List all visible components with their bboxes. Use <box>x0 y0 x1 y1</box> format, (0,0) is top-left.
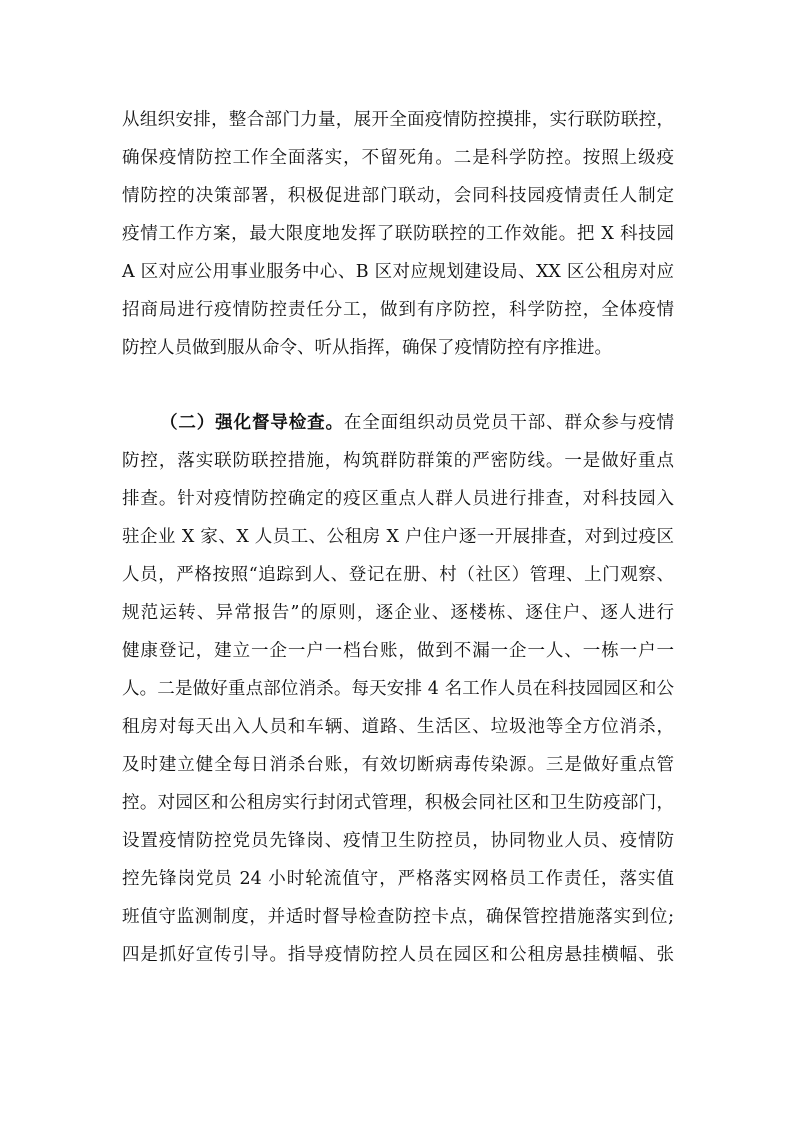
text-line: 控先锋岗党员 24 小时轮流值守，严格落实网格员工作责任，落实值 <box>122 869 674 889</box>
text-line: 驻企业 X 家、X 人员工、公租房 X 户住户逐一开展排查，对到过疫区 <box>122 527 674 547</box>
text-line: 从组织安排，整合部门力量，展开全面疫情防控摸排，实行联防联控， <box>122 110 674 130</box>
text-line: 疫情工作方案，最大限度地发挥了联防联控的工作效能。把 X 科技园 <box>122 224 674 244</box>
text-line: 招商局进行疫情防控责任分工，做到有序防控，科学防控，全体疫情 <box>122 300 674 320</box>
text-line: 确保疫情防控工作全面落实，不留死角。二是科学防控。按照上级疫 <box>122 148 674 168</box>
text-line: 情防控的决策部署，积极促进部门联动，会同科技园疫情责任人制定 <box>122 186 674 206</box>
text-line: 防控，落实联防联控措施，构筑群防群策的严密防线。一是做好重点 <box>122 451 674 471</box>
text-line <box>122 411 674 435</box>
text-line: 班值守监测制度，并适时督导检查防控卡点，确保管控措施落实到位; <box>122 907 674 927</box>
text-line: 人。二是做好重点部位消杀。每天安排 4 名工作人员在科技园园区和公 <box>122 679 674 699</box>
text-line: 健康登记，建立一企一户一档台账，做到不漏一企一人、一栋一户一 <box>122 641 674 661</box>
text-line: 设置疫情防控党员先锋岗、疫情卫生防控员，协同物业人员、疫情防 <box>122 831 674 851</box>
text-line: 四是抓好宣传引导。指导疫情防控人员在园区和公租房悬挂横幅、张 <box>122 945 674 965</box>
text-line: A 区对应公用事业服务中心、B 区对应规划建设局、XX 区公租房对应 <box>122 262 674 282</box>
text-line: 控。对园区和公租房实行封闭式管理，积极会同社区和卫生防疫部门， <box>122 793 674 813</box>
section-heading: （二）强化督导检查。 <box>160 413 344 433</box>
text-line: 租房对每天出入人员和车辆、道路、生活区、垃圾池等全方位消杀， <box>122 717 674 737</box>
text-line: 防控人员做到服从命令、听从指挥，确保了疫情防控有序推进。 <box>122 338 612 358</box>
text-line: 排查。针对疫情防控确定的疫区重点人群人员进行排查，对科技园入 <box>122 489 674 509</box>
heading-line-text: 在全面组织动员党员干部、群众参与疫情 <box>343 413 675 433</box>
text-line: 及时建立健全每日消杀台账，有效切断病毒传染源。三是做好重点管 <box>122 755 674 775</box>
text-line: 人员，严格按照“追踪到人、登记在册、村（社区）管理、上门观察、 <box>122 565 674 585</box>
text-line: 规范运转、异常报告”的原则，逐企业、逐楼栋、逐住户、逐人进行 <box>122 603 674 623</box>
